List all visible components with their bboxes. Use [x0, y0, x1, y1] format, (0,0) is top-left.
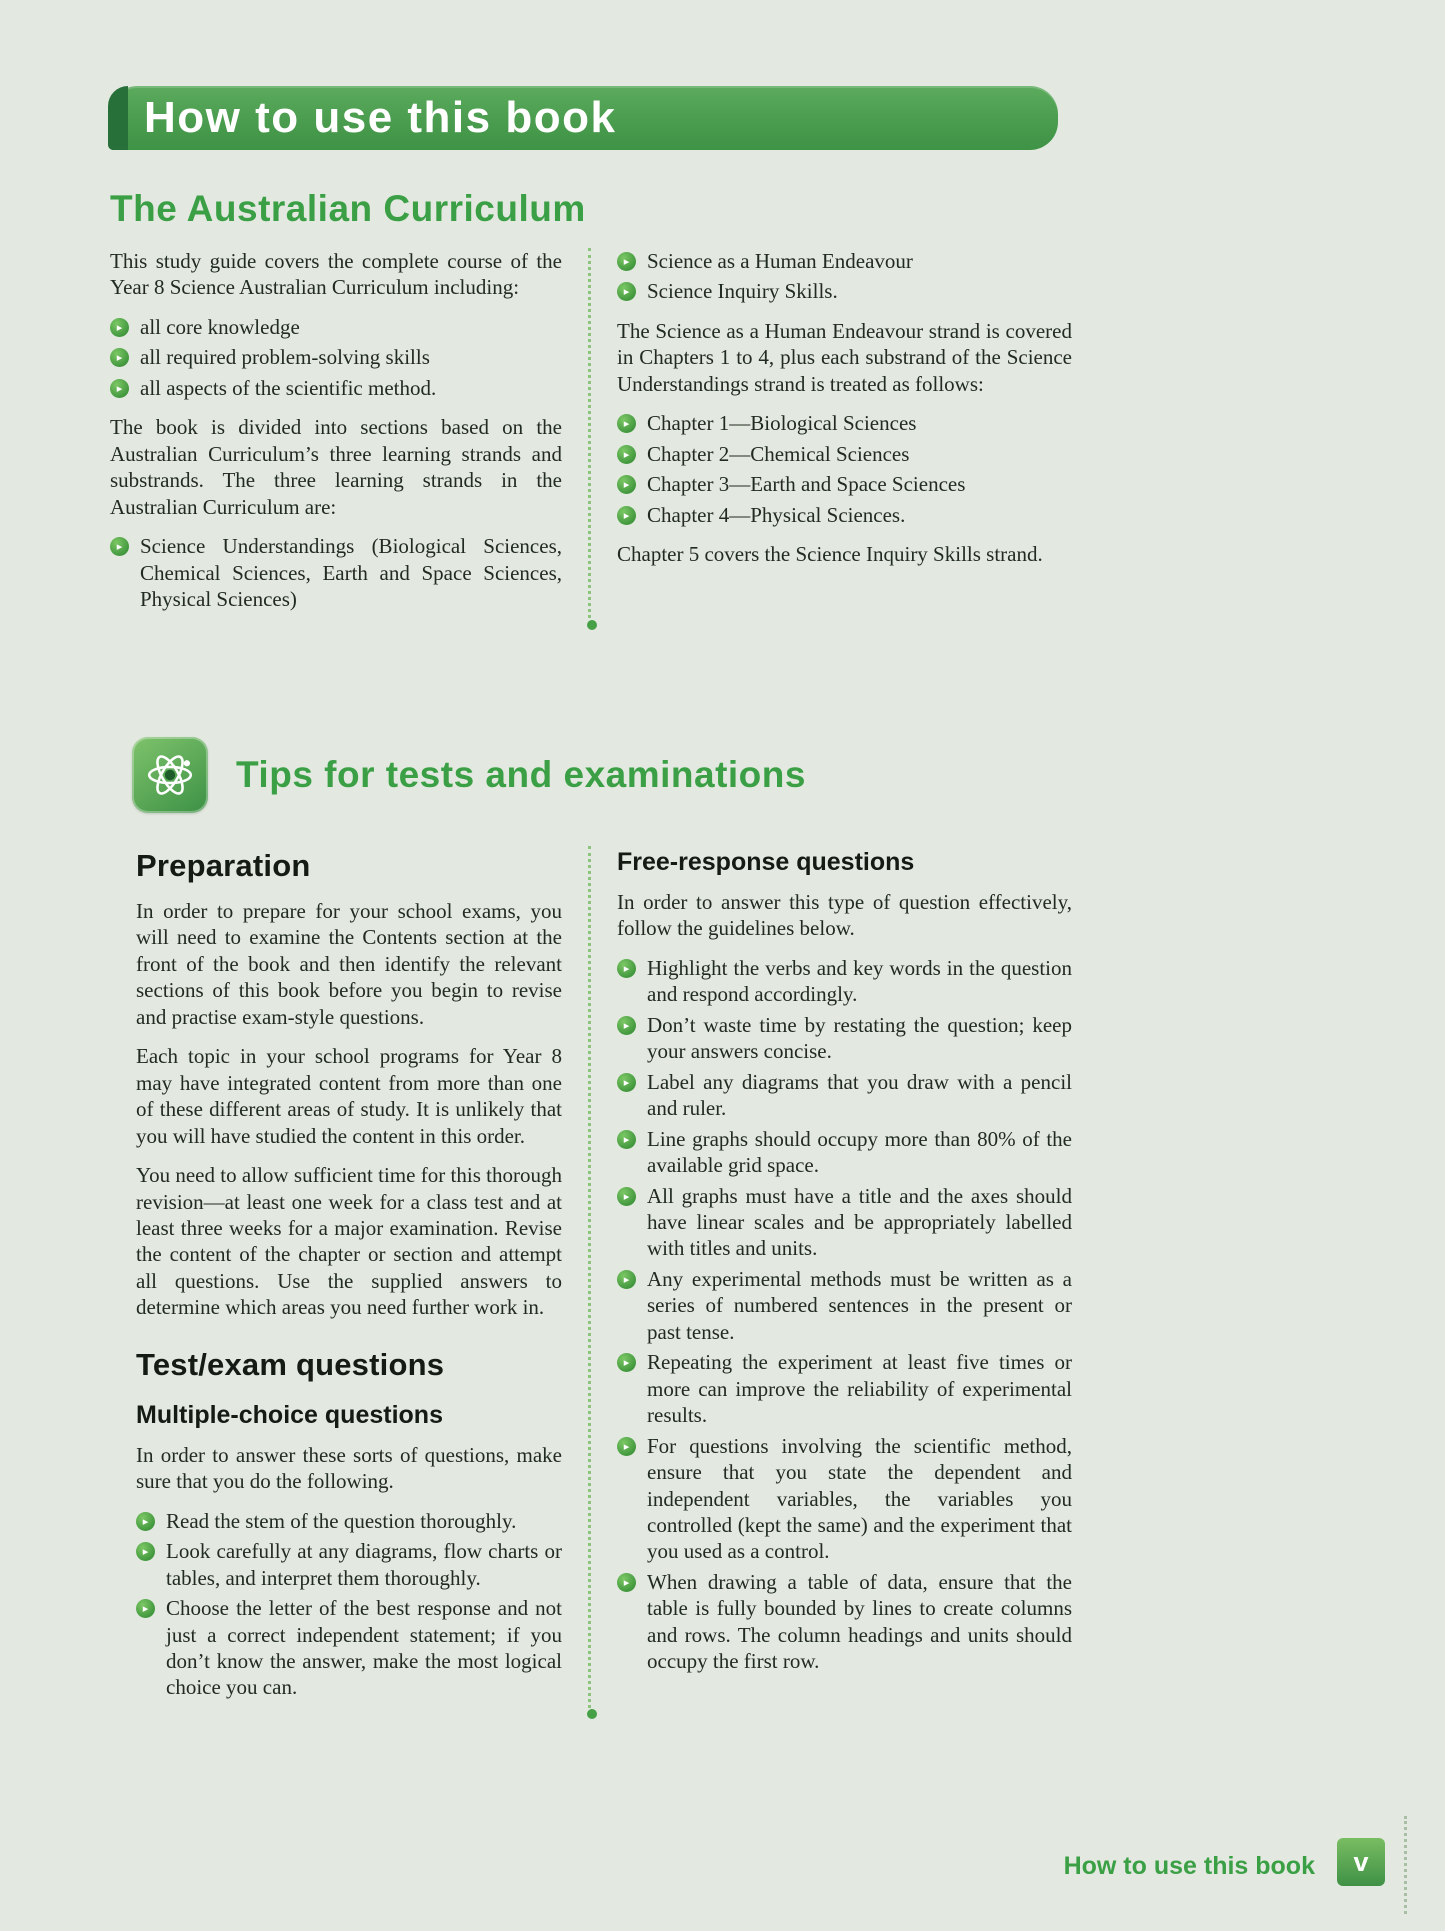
arrow-bullet-icon: ▸	[617, 282, 636, 301]
list-item-text: Chapter 1—Biological Sciences	[647, 411, 917, 436]
list-item-text: For questions involving the scientific method, ensure that you state the dependent and independent variables, the variables you controlled (kept the same) and the experiment that you used as a control.	[647, 1433, 1072, 1564]
tips-right-column	[617, 846, 1072, 1714]
arrow-bullet-icon: ▸	[136, 1512, 155, 1531]
paragraph: Each topic in your school programs for Year 8 may have integrated content from more than one of these different areas of study. It is unlikely that you will have studied the content in this order.	[136, 1044, 562, 1148]
arrow-bullet-icon: ▸	[617, 475, 636, 494]
test-exam-questions-heading: Test/exam questions	[136, 1346, 445, 1382]
list-item	[617, 1069, 1072, 1122]
paragraph: In order to prepare for your school exams, you will need to examine the Contents section at the front of the book and then identify the relevant sections of this book before you begin to revise and practise exam-style questions.	[136, 899, 562, 1029]
arrow-bullet-icon: ▸	[617, 445, 636, 464]
paragraph: In order to answer this type of question effectively, follow the guidelines below.	[617, 890, 1072, 941]
list-item	[136, 1595, 562, 1701]
arrow-bullet-icon: ▸	[617, 1270, 636, 1289]
column-divider-dotted	[588, 846, 591, 1714]
tips-left-column	[110, 846, 562, 1714]
paragraph: Chapter 5 covers the Science Inquiry Skills strand.	[617, 542, 1043, 567]
list-item	[110, 344, 562, 370]
list-item	[617, 1349, 1072, 1428]
page-title: How to use this book	[144, 93, 617, 142]
bullet-list	[136, 1508, 562, 1701]
arrow-bullet-icon: ▸	[110, 379, 129, 398]
list-item	[617, 1012, 1072, 1065]
footer-running-title: How to use this book	[1063, 1852, 1315, 1880]
list-item-text: all required problem-solving skills	[140, 345, 430, 370]
arrow-bullet-icon: ▸	[617, 414, 636, 433]
curriculum-left-column	[110, 248, 562, 625]
list-item-text: Label any diagrams that you draw with a pencil and ruler.	[647, 1069, 1072, 1121]
list-item-text: Highlight the verbs and key words in the question and respond accordingly.	[647, 955, 1072, 1007]
list-item-text: Read the stem of the question thoroughly.	[166, 1508, 517, 1533]
curriculum-section	[110, 248, 1072, 625]
footer-dotted-line	[1404, 1816, 1407, 1914]
list-item-text: Science as a Human Endeavour	[647, 249, 913, 273]
list-item	[617, 278, 1072, 304]
curriculum-section-heading: The Australian Curriculum	[110, 188, 586, 229]
bullet-list	[617, 410, 1072, 528]
list-item-text: Line graphs should occupy more than 80% of the available grid space.	[647, 1126, 1072, 1178]
list-item	[617, 410, 1072, 436]
column-divider-dotted	[588, 248, 591, 625]
arrow-bullet-icon: ▸	[617, 1437, 636, 1456]
list-item-text: Science Understandings (Biological Sciences, Chemical Sciences, Earth and Space Sciences, Physical Sciences)	[140, 534, 562, 611]
arrow-bullet-icon: ▸	[110, 537, 129, 556]
arrow-bullet-icon: ▸	[617, 252, 636, 271]
list-item-text: Chapter 2—Chemical Sciences	[647, 441, 910, 466]
list-item-text: Science Inquiry Skills.	[647, 279, 838, 304]
arrow-bullet-icon: ▸	[617, 1130, 636, 1149]
list-item	[617, 1266, 1072, 1345]
arrow-bullet-icon: ▸	[617, 1353, 636, 1372]
list-item	[617, 471, 1072, 497]
list-item	[617, 1126, 1072, 1179]
atom-icon	[132, 737, 208, 813]
list-item	[617, 441, 1072, 467]
tips-section-heading: Tips for tests and examinations	[236, 754, 806, 795]
arrow-bullet-icon: ▸	[617, 1073, 636, 1092]
paragraph: This study guide covers the complete course of the Year 8 Science Australian Curriculum including:	[110, 249, 562, 300]
tips-section-header	[132, 737, 806, 813]
multiple-choice-heading: Multiple-choice questions	[136, 1400, 443, 1429]
list-item	[136, 1538, 562, 1591]
list-item-text: Choose the letter of the best response and not just a correct independent statement; if you don’t know the answer, make the most logical choice you can.	[166, 1596, 562, 1700]
list-item	[617, 1183, 1072, 1262]
curriculum-right-column	[617, 248, 1072, 625]
arrow-bullet-icon: ▸	[617, 959, 636, 978]
bullet-list	[617, 955, 1072, 1675]
list-item-text: Don’t waste time by restating the question; keep your answers concise.	[647, 1012, 1072, 1064]
list-item-text: All graphs must have a title and the axes should have linear scales and be appropriately labelled with titles and units.	[647, 1183, 1072, 1261]
list-item	[617, 1569, 1072, 1675]
arrow-bullet-icon: ▸	[617, 1573, 636, 1592]
list-item	[617, 955, 1072, 1008]
arrow-bullet-icon: ▸	[617, 1016, 636, 1035]
arrow-bullet-icon: ▸	[136, 1599, 155, 1618]
arrow-bullet-icon: ▸	[617, 1187, 636, 1206]
arrow-bullet-icon: ▸	[110, 348, 129, 367]
list-item-text: Any experimental methods must be written as a series of numbered sentences in the present or past tense.	[647, 1266, 1072, 1344]
banner-accent-bar	[108, 86, 128, 150]
paragraph: In order to answer these sorts of questions, make sure that you do the following.	[136, 1442, 562, 1494]
arrow-bullet-icon: ▸	[617, 506, 636, 525]
bullet-list	[110, 314, 562, 401]
arrow-bullet-icon: ▸	[136, 1542, 155, 1561]
list-item	[136, 1508, 562, 1534]
paragraph: You need to allow sufficient time for this thorough revision—at least one week for a class test and at least three weeks for a major examination. Revise the content of the chapter or section and attempt all questions. Use the supplied answers to determine which areas you need further work in.	[136, 1163, 562, 1320]
list-item-text: Repeating the experiment at least five times or more can improve the reliability of experimental results.	[647, 1350, 1072, 1428]
paragraph: The book is divided into sections based on the Australian Curriculum’s three learning strands and substrands. The three learning strands in the Australian Curriculum are:	[110, 415, 562, 519]
list-item	[110, 533, 562, 612]
list-item-text: all aspects of the scientific method.	[140, 375, 437, 400]
list-item	[617, 502, 1072, 528]
tips-section	[110, 846, 1072, 1714]
list-item-text: all core knowledge	[140, 314, 300, 339]
page-number-badge: v	[1337, 1838, 1385, 1886]
list-item	[110, 375, 562, 401]
paragraph: The Science as a Human Endeavour strand is covered in Chapters 1 to 4, plus each substrand of the Science Understandings strand is treated as follows:	[617, 318, 1072, 396]
arrow-bullet-icon: ▸	[110, 318, 129, 337]
list-item-text: Chapter 3—Earth and Space Sciences	[647, 472, 966, 497]
free-response-heading: Free-response questions	[617, 848, 915, 876]
list-item	[617, 248, 1072, 274]
page-banner	[108, 86, 1058, 150]
bullet-list	[110, 533, 562, 612]
preparation-heading: Preparation	[136, 848, 311, 883]
list-item	[110, 314, 562, 340]
list-item-text: Look carefully at any diagrams, flow charts or tables, and interpret them thoroughly.	[166, 1539, 562, 1590]
list-item-text: Chapter 4—Physical Sciences.	[647, 502, 906, 527]
list-item	[617, 1433, 1072, 1565]
bullet-list	[617, 248, 1072, 305]
list-item-text: When drawing a table of data, ensure that the table is fully bounded by lines to create columns and rows. The column headings and units should occupy the first row.	[647, 1569, 1072, 1674]
